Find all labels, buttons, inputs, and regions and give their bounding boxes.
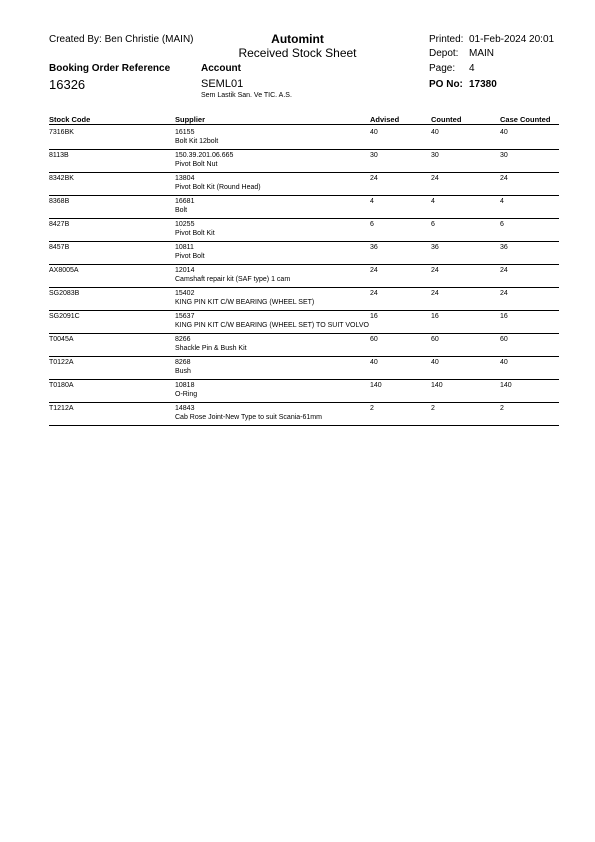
supplier-desc: Pivot Bolt — [175, 252, 205, 260]
account-value: SEML01 — [201, 78, 244, 90]
supplier-cell — [175, 382, 197, 399]
supplier-desc: Bolt Kit 12bolt — [175, 137, 219, 145]
table-row — [49, 150, 559, 173]
supplier-cell — [175, 336, 247, 353]
counted-qty: 60 — [431, 336, 439, 343]
booking-value: 16326 — [49, 77, 86, 92]
advised-qty: 6 — [370, 221, 374, 228]
table-row — [49, 288, 559, 311]
counted-qty: 24 — [431, 290, 439, 297]
col-counted: Counted — [431, 115, 462, 124]
supplier-code: 15402 — [175, 290, 195, 297]
advised-qty: 24 — [370, 267, 378, 274]
supplier-code: 8268 — [175, 359, 191, 366]
supplier-desc: O-Ring — [175, 390, 198, 398]
case-counted-qty: 24 — [500, 175, 508, 182]
case-counted-qty: 40 — [500, 359, 508, 366]
supplier-cell — [175, 175, 261, 192]
advised-qty: 4 — [370, 198, 374, 205]
counted-qty: 40 — [431, 129, 439, 136]
counted-qty: 140 — [431, 382, 443, 389]
supplier-cell — [175, 313, 369, 330]
advised-qty: 16 — [370, 313, 378, 320]
supplier-cell — [175, 129, 218, 146]
supplier-code: 8266 — [175, 336, 191, 343]
supplier-desc: Bush — [175, 367, 191, 375]
counted-qty: 36 — [431, 244, 439, 251]
stock-code: T1212A — [49, 405, 74, 412]
supplier-cell — [175, 290, 314, 307]
page-value: 4 — [469, 63, 475, 74]
advised-qty: 24 — [370, 175, 378, 182]
supplier-desc: Pivot Bolt Kit (Round Head) — [175, 183, 261, 191]
stock-code: AX8005A — [49, 267, 79, 274]
counted-qty: 4 — [431, 198, 435, 205]
case-counted-qty: 24 — [500, 290, 508, 297]
case-counted-qty: 60 — [500, 336, 508, 343]
case-counted-qty: 40 — [500, 129, 508, 136]
supplier-desc: KING PIN KIT C/W BEARING (WHEEL SET) TO SUIT VOLVO — [175, 321, 369, 329]
printed-value: 01-Feb-2024 20:01 — [469, 34, 555, 45]
supplier-desc: Camshaft repair kit (SAF type) 1 cam — [175, 275, 291, 283]
supplier-cell — [175, 221, 215, 238]
supplier-code: 16155 — [175, 129, 195, 136]
advised-qty: 36 — [370, 244, 378, 251]
table-row — [49, 334, 559, 357]
table-row — [49, 265, 559, 288]
counted-qty: 24 — [431, 175, 439, 182]
case-counted-qty: 2 — [500, 405, 504, 412]
counted-qty: 40 — [431, 359, 439, 366]
case-counted-qty: 6 — [500, 221, 504, 228]
supplier-desc: Shackle Pin & Bush Kit — [175, 344, 247, 352]
advised-qty: 140 — [370, 382, 382, 389]
counted-qty: 16 — [431, 313, 439, 320]
case-counted-qty: 24 — [500, 267, 508, 274]
case-counted-qty: 36 — [500, 244, 508, 251]
printed-label: Printed: — [429, 34, 464, 45]
case-counted-qty: 4 — [500, 198, 504, 205]
col-advised: Advised — [370, 115, 400, 124]
counted-qty: 30 — [431, 152, 439, 159]
table-row — [49, 311, 559, 334]
advised-qty: 2 — [370, 405, 374, 412]
table-row — [49, 173, 559, 196]
case-counted-qty: 30 — [500, 152, 508, 159]
table-row — [49, 403, 559, 426]
supplier-code: 12014 — [175, 267, 195, 274]
case-counted-qty: 140 — [500, 382, 512, 389]
created-by-value: Ben Christie (MAIN) — [104, 34, 194, 45]
po-label: PO No: — [429, 79, 463, 90]
page-label: Page: — [429, 63, 456, 74]
table-row — [49, 219, 559, 242]
counted-qty: 2 — [431, 405, 435, 412]
stock-code: SG2083B — [49, 290, 80, 297]
account-name: Sem Lastik San. Ve TIC. A.S. — [201, 92, 292, 99]
depot-label: Depot: — [429, 48, 459, 59]
advised-qty: 40 — [370, 359, 378, 366]
counted-qty: 24 — [431, 267, 439, 274]
supplier-cell — [175, 152, 233, 169]
stock-code: 8427B — [49, 221, 70, 228]
table-row — [49, 357, 559, 380]
stock-code: T0122A — [49, 359, 74, 366]
advised-qty: 24 — [370, 290, 378, 297]
stock-code: 8342BK — [49, 175, 74, 182]
advised-qty: 60 — [370, 336, 378, 343]
supplier-desc: Pivot Bolt Nut — [175, 160, 218, 168]
po-value: 17380 — [469, 79, 497, 90]
supplier-desc: Bolt — [175, 206, 188, 214]
account-label: Account — [201, 63, 241, 74]
stock-code: 8457B — [49, 244, 70, 251]
supplier-code: 14843 — [175, 405, 195, 412]
col-supplier: Supplier — [175, 115, 206, 124]
stock-code: 8368B — [49, 198, 70, 205]
depot-value: MAIN — [469, 48, 494, 59]
supplier-code: 16681 — [175, 198, 195, 205]
case-counted-qty: 16 — [500, 313, 508, 320]
supplier-desc: KING PIN KIT C/W BEARING (WHEEL SET) — [175, 298, 315, 306]
sheet-title: Received Stock Sheet — [238, 46, 357, 60]
supplier-cell — [175, 359, 191, 376]
stock-code: 8113B — [49, 152, 69, 159]
stock-code: T0045A — [49, 336, 74, 343]
supplier-code: 150.39.201.06.665 — [175, 152, 234, 159]
table-row — [49, 196, 559, 219]
supplier-cell — [175, 405, 322, 422]
supplier-code: 10818 — [175, 382, 195, 389]
supplier-desc: Pivot Bolt Kit — [175, 229, 215, 237]
stock-code: 7316BK — [49, 129, 74, 136]
company-name: Automint — [271, 32, 324, 46]
table-row — [49, 127, 559, 150]
advised-qty: 40 — [370, 129, 378, 136]
counted-qty: 6 — [431, 221, 435, 228]
supplier-code: 13804 — [175, 175, 195, 182]
col-case-counted: Case Counted — [500, 115, 551, 124]
stock-code: SG2091C — [49, 313, 80, 320]
supplier-desc: Cab Rose Joint-New Type to suit Scania-61mm — [175, 413, 322, 421]
header-rule — [49, 124, 559, 125]
supplier-cell — [175, 198, 194, 215]
table-row — [49, 380, 559, 403]
supplier-cell — [175, 267, 290, 284]
table-row — [49, 242, 559, 265]
created-by-label: Created By: — [49, 34, 102, 45]
supplier-cell — [175, 244, 205, 261]
col-stock-code: Stock Code — [49, 115, 91, 124]
supplier-code: 10811 — [175, 244, 194, 251]
booking-label: Booking Order Reference — [49, 63, 171, 74]
advised-qty: 30 — [370, 152, 378, 159]
supplier-code: 15637 — [175, 313, 195, 320]
stock-code: T0180A — [49, 382, 74, 389]
supplier-code: 10255 — [175, 221, 195, 228]
